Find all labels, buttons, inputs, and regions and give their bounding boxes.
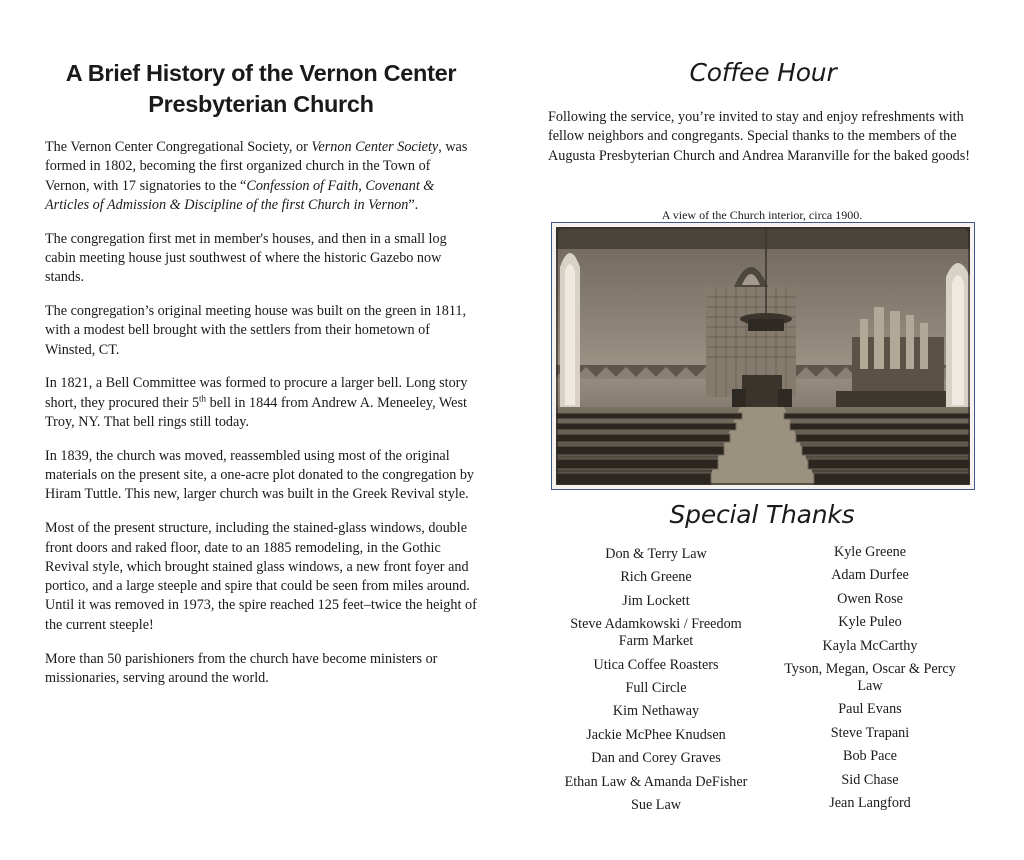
text-run: bell in 1844 from Andrew A. Meneeley, West Troy, NY. That bell rings still today. (45, 394, 467, 431)
thanks-name: Steve Trapani (830, 724, 910, 741)
thanks-name: Jim Lockett (622, 592, 690, 609)
thanks-heading: Special Thanks (669, 500, 855, 529)
thanks-name: Utica Coffee Roasters (593, 656, 719, 673)
history-paragraph-5: In 1839, the church was moved, reassembled using most of the original materials on the present site, a one-acre plot donated to the congregation by Hiram Tuttle. This new, larger church was built in the Greek Revival style. (45, 447, 475, 503)
church-interior-photo (551, 222, 975, 490)
history-paragraph-6: Most of the present structure, including the stained-glass windows, double front doors and raked floor, date to an 1885 remodeling, in the Gothic Revival style, which brought stained glass windows, a new front foyer and portico, and a large steeple and spire that could be seen from miles around. Until it was removed in 1973, the spire reached 125 feet–twice the height of the current steeple! (45, 520, 477, 633)
thanks-name: Jean Langford (829, 794, 911, 811)
thanks-name: Sue Law (630, 796, 682, 813)
thanks-name: Jackie McPhee Knudsen (586, 726, 726, 743)
coffee-text: Following the service, you’re invited to stay and enjoy refreshments with fellow neighbors and congregants. Special thanks to the members of the Augusta Presbyterian Church and Andrea Maranville for the baked goods! (548, 109, 970, 164)
thanks-name: Owen Rose (837, 590, 903, 607)
history-section (45, 58, 477, 703)
history-paragraph-4 (45, 374, 477, 432)
church-interior-image (556, 227, 970, 485)
thanks-name: Dan and Corey Graves (591, 750, 721, 767)
thanks-name: Tyson, Megan, Oscar & Percy Law (784, 660, 956, 694)
text-run-italic: Vernon Center Society (311, 139, 439, 155)
history-title-line1: A Brief History of the Vernon Center (65, 60, 457, 86)
history-paragraph-7: More than 50 parishioners from the church have become ministers or missionaries, serving around the world. (45, 650, 438, 686)
thanks-name: Paul Evans (838, 701, 902, 718)
coffee-heading: Coffee Hour (689, 58, 837, 87)
thanks-name: Ethan Law & Amanda DeFisher (564, 773, 748, 790)
thanks-name: Steve Adamkowski / Freedom Farm Market (570, 616, 742, 650)
coffee-section (548, 58, 978, 166)
thanks-list-left (551, 546, 761, 820)
history-title-line2: Presbyterian Church (148, 91, 374, 117)
thanks-list-right (765, 544, 975, 818)
thanks-name: Kayla McCarthy (822, 637, 918, 654)
photo-caption: A view of the Church interior, circa 1900. (661, 208, 863, 222)
text-run: The Vernon Center Congregational Society, or (45, 139, 312, 155)
history-title (45, 58, 477, 120)
thanks-name: Sid Chase (841, 771, 899, 788)
thanks-name: Full Circle (625, 679, 687, 696)
text-run-italic: Confession of Faith, Covenant & Articles of Admission & Discipline of the first Church in Vernon (45, 177, 435, 213)
text-run: ”. (408, 196, 419, 213)
thanks-name: Bob Pace (843, 748, 897, 765)
history-paragraph-2: The congregation first met in member's houses, and then in a small log cabin meeting house just southwest of where the historic Gazebo now stands. (45, 230, 447, 286)
thanks-name: Don & Terry Law (605, 546, 707, 562)
thanks-name: Rich Greene (620, 569, 692, 586)
history-paragraph-1 (45, 138, 477, 215)
thanks-name: Kyle Greene (833, 544, 907, 560)
history-paragraph-3: The congregation’s original meeting house was built on the green in 1811, with a modest bell brought with the settlers from their hometown of Winsted, CT. (45, 303, 467, 358)
thanks-name: Kyle Puleo (838, 614, 902, 631)
ordinal-superscript: th (199, 393, 207, 404)
text-run: , was formed in 1802, becoming the first organized church in the Town of Vernon, with 17 signatories to the “ (45, 139, 468, 194)
text-run: In 1821, a Bell Committee was formed to procure a larger bell. Long story short, they procured their 5 (45, 375, 468, 411)
thanks-name: Kim Nethaway (612, 703, 700, 720)
thanks-name: Adam Durfee (831, 567, 909, 584)
